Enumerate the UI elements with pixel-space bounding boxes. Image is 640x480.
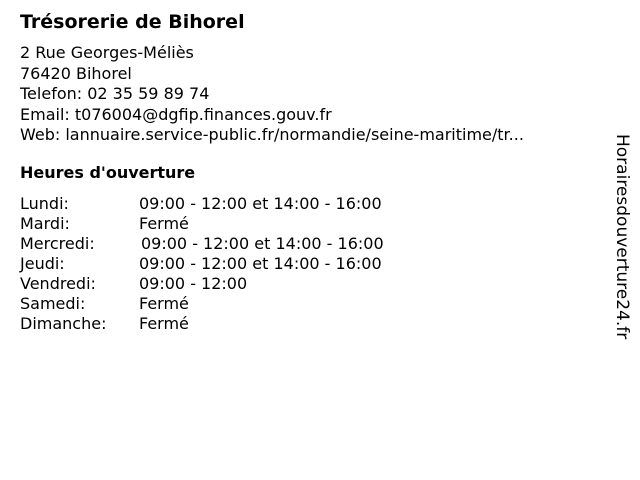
hours-time-value: Fermé — [139, 294, 189, 313]
hours-day-label: Mardi: — [20, 214, 70, 233]
hours-day-label: Jeudi: — [20, 254, 65, 273]
hours-time-value: Fermé — [139, 314, 189, 333]
hours-heading: Heures d'ouverture — [20, 163, 196, 182]
brand-watermark: Horairesdouverture24.fr — [612, 134, 632, 340]
hours-time-value: 09:00 - 12:00 et 14:00 - 16:00 — [139, 254, 382, 273]
place-title: Trésorerie de Bihorel — [20, 11, 245, 33]
hours-time-value: 09:00 - 12:00 — [139, 274, 248, 293]
hours-day-label: Dimanche: — [20, 314, 107, 333]
hours-day-label: Vendredi: — [20, 274, 96, 293]
hours-time-value: 09:00 - 12:00 et 14:00 - 16:00 — [141, 234, 384, 253]
contact-info — [20, 43, 524, 146]
web-line: Web: lannuaire.service-public.fr/normandie/seine-maritime/tr... — [20, 125, 524, 144]
address-street: 2 Rue Georges-Méliès — [20, 43, 194, 62]
hours-time-value: 09:00 - 12:00 et 14:00 - 16:00 — [139, 194, 382, 213]
hours-day-label: Mercredi: — [20, 234, 95, 253]
hours-time-value: Fermé — [139, 214, 189, 233]
hours-day-label: Samedi: — [20, 294, 86, 313]
hours-day-label: Lundi: — [20, 194, 69, 213]
email-line: Email: t076004@dgfip.finances.gouv.fr — [20, 104, 332, 124]
phone-line: Telefon: 02 35 59 89 74 — [20, 84, 210, 103]
address-city: 76420 Bihorel — [20, 63, 132, 83]
